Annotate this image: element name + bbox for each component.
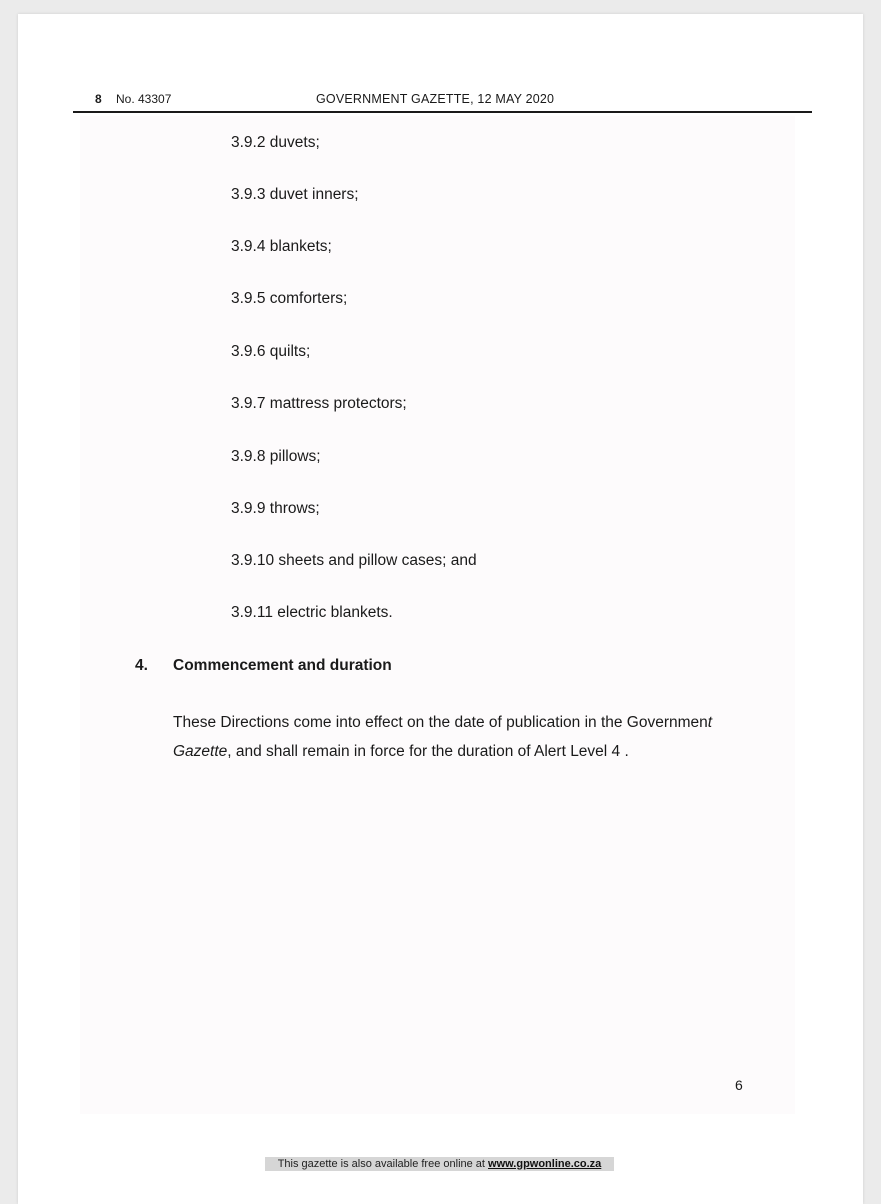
list-item: 3.9.5 comforters; bbox=[231, 290, 348, 307]
list-item: 3.9.4 blankets; bbox=[231, 238, 332, 255]
list-item: 3.9.11 electric blankets. bbox=[231, 604, 393, 621]
header-gazette-number: No. 43307 bbox=[116, 92, 172, 106]
list-item: 3.9.10 sheets and pillow cases; and bbox=[231, 552, 477, 569]
header-title: GOVERNMENT GAZETTE, 12 MAY 2020 bbox=[316, 92, 555, 106]
paragraph-italic-text: t bbox=[707, 714, 713, 731]
list-item: 3.9.9 throws; bbox=[231, 500, 320, 517]
section-number: 4. bbox=[135, 657, 148, 674]
header-page-number: 8 bbox=[95, 92, 102, 106]
list-item: 3.9.3 duvet inners; bbox=[231, 186, 359, 203]
list-item: 3.9.6 quilts; bbox=[231, 343, 311, 360]
footer-link[interactable]: www.gpwonline.co.za bbox=[488, 1158, 602, 1170]
page-number: 6 bbox=[735, 1077, 743, 1093]
paragraph-text: These Directions come into effect on the date of publication in the Governmen bbox=[173, 714, 708, 731]
gazette-header bbox=[0, 0, 881, 120]
footer-text: This gazette is also available free online at bbox=[277, 1158, 489, 1170]
list-item: 3.9.8 pillows; bbox=[231, 448, 321, 465]
paragraph-line-1 bbox=[173, 708, 753, 737]
paragraph-text: , and shall remain in force for the duration of Alert Level 4 . bbox=[227, 743, 629, 760]
section-paragraph bbox=[173, 708, 753, 766]
page-content-area bbox=[80, 116, 795, 1114]
paragraph-italic-text: Gazette bbox=[173, 743, 228, 760]
header-rule bbox=[73, 111, 812, 113]
list-item: 3.9.2 duvets; bbox=[231, 134, 320, 151]
footer-banner bbox=[265, 1157, 614, 1171]
paragraph-line-2 bbox=[173, 737, 753, 766]
list-item: 3.9.7 mattress protectors; bbox=[231, 395, 407, 412]
section-title: Commencement and duration bbox=[173, 657, 392, 674]
